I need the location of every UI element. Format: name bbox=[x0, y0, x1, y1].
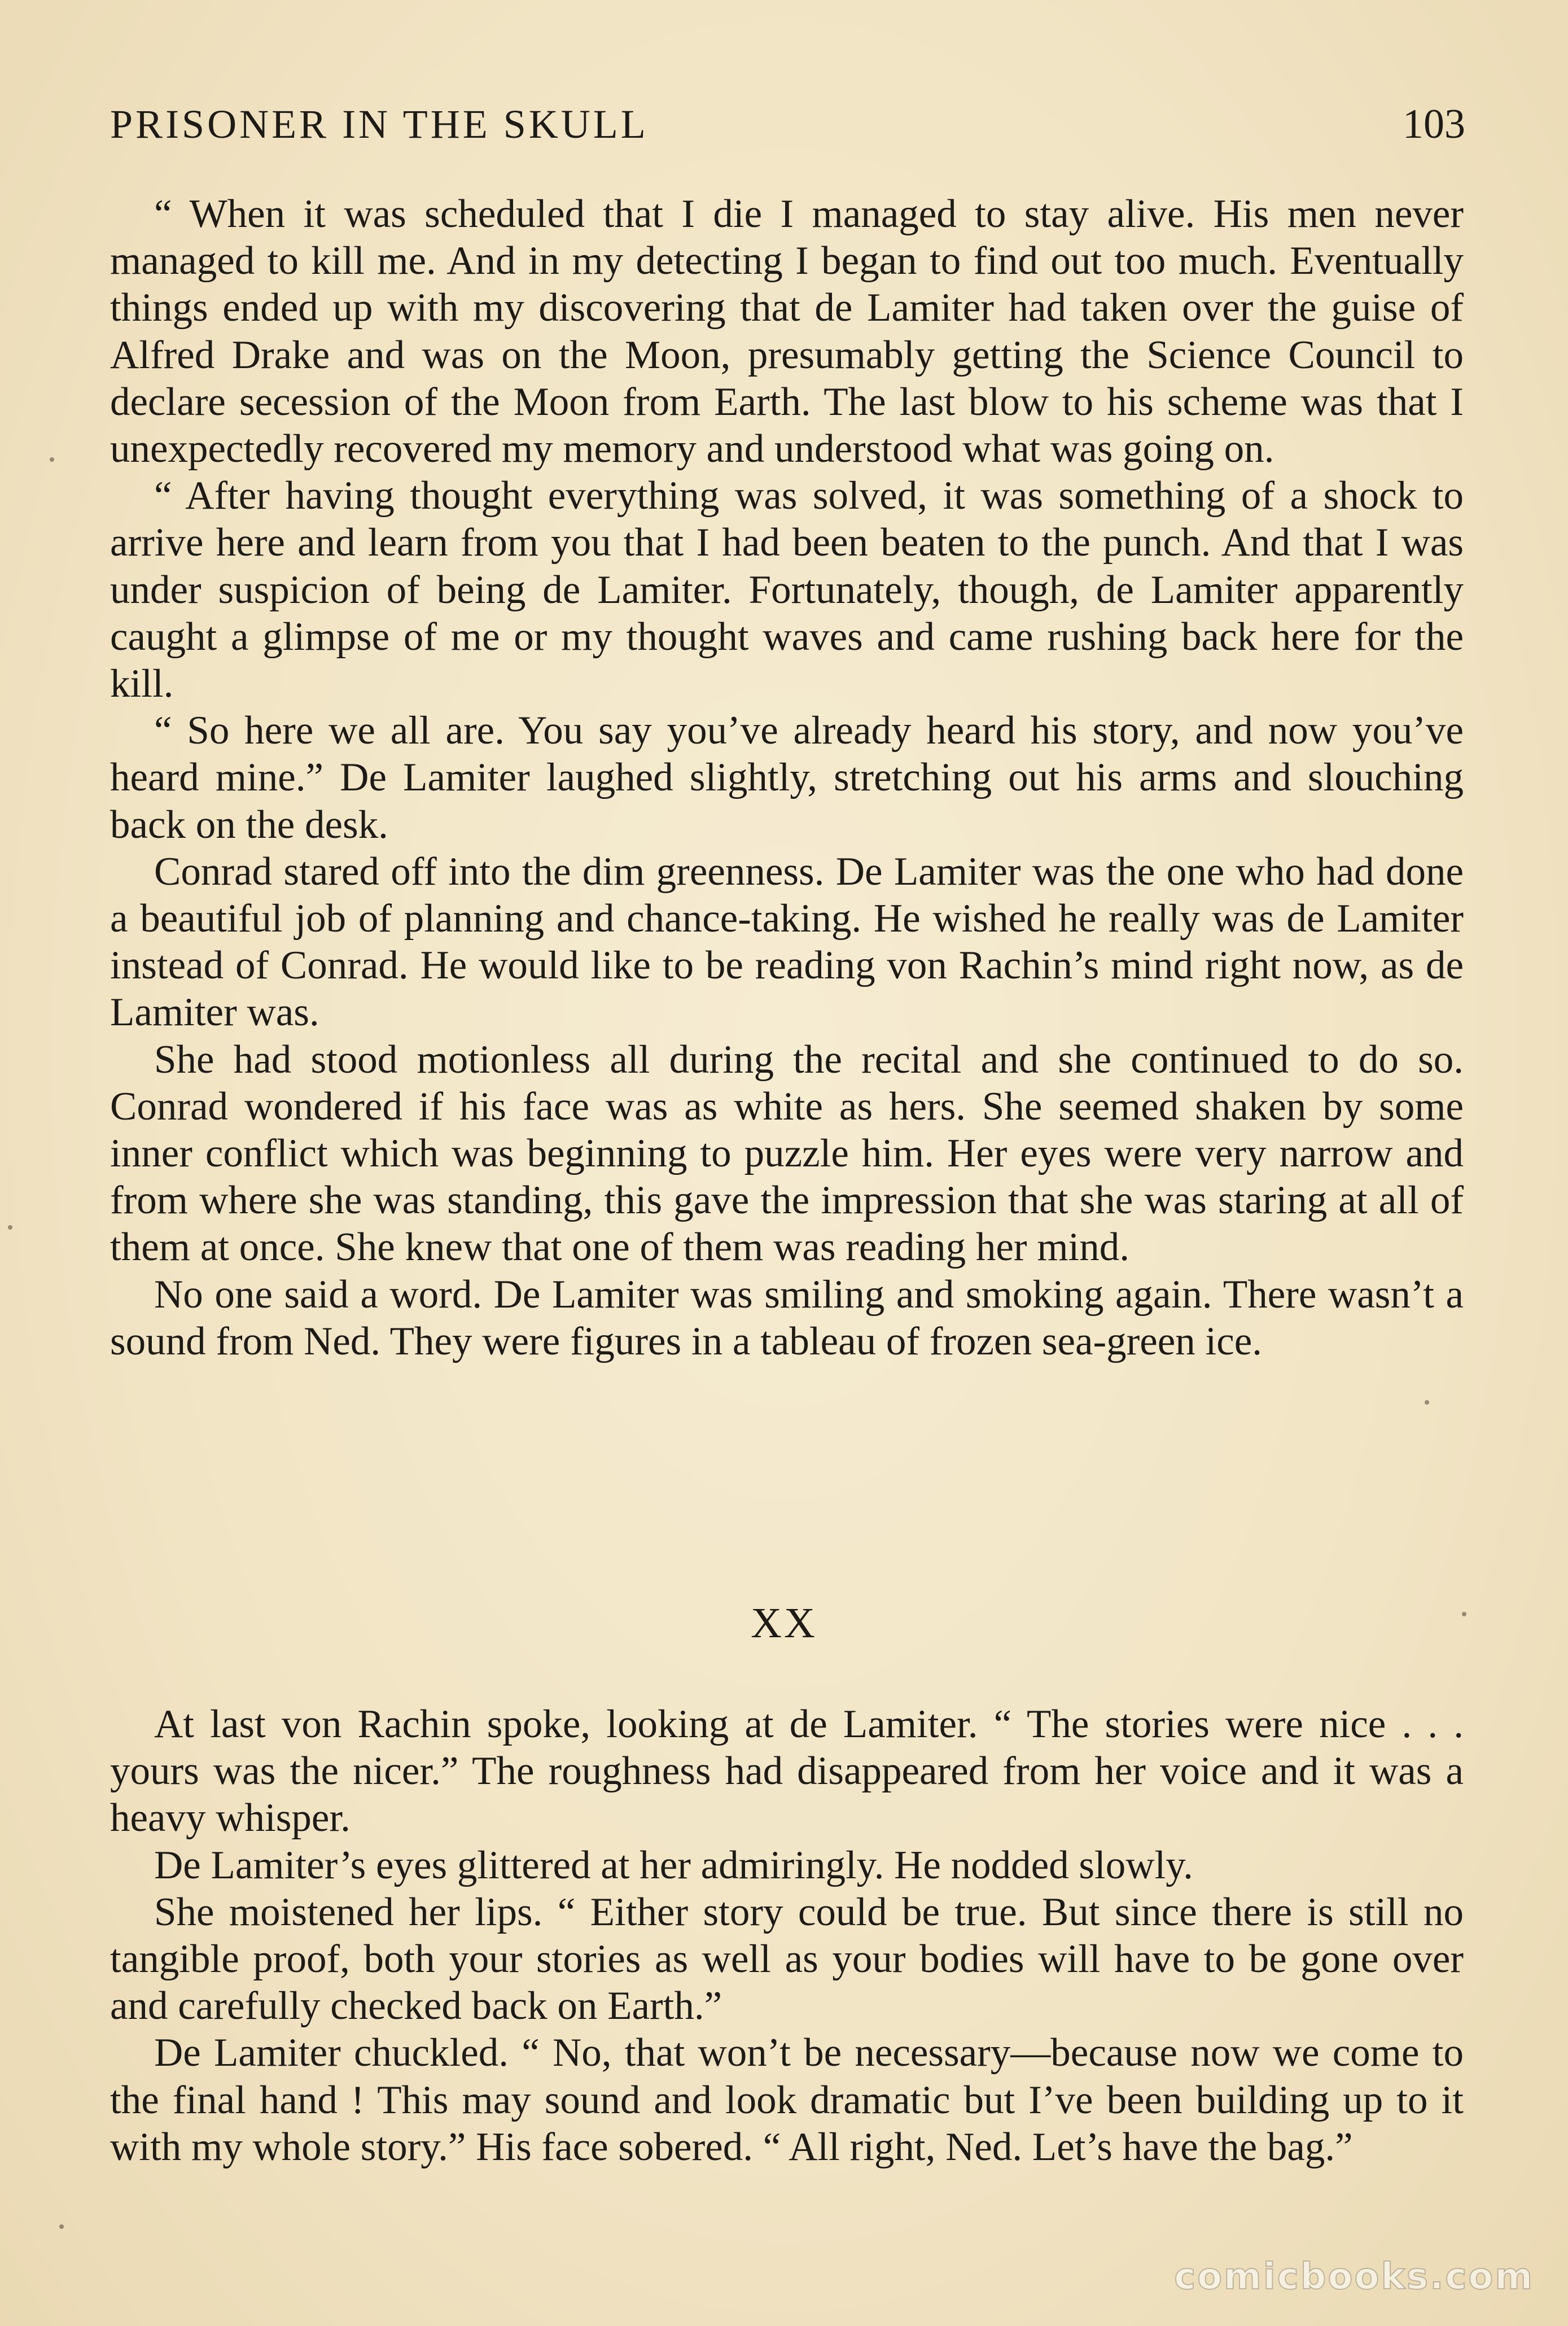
paper-speck bbox=[59, 2224, 64, 2229]
page-header bbox=[110, 100, 1465, 151]
chapter-heading: XX bbox=[751, 1599, 817, 1647]
paper-speck bbox=[1425, 1400, 1429, 1405]
paragraph: “ So here we all are. You say you’ve already heard his story, and now you’ve heard mine.” De Lamiter laughed slightly, stretching out his arms and slouching back on the desk. bbox=[110, 709, 1464, 847]
paragraph: At last von Rachin spoke, looking at de Lamiter. “ The stories were nice . . . yours was the nicer.” The roughness had disappeared from her voice and it was a heavy whisper. bbox=[110, 1702, 1464, 1840]
page-number: 103 bbox=[1403, 101, 1465, 147]
paper-speck bbox=[1462, 1612, 1466, 1616]
paragraph: “ After having thought everything was solved, it was something of a shock to arrive here and learn from you that I had been beaten to the punch. And that I was under suspicion of being de Lamiter. Fortunately, though, de Lamiter apparently caught a glimpse of me or my thought waves and came rushing back here for the kill. bbox=[110, 474, 1464, 706]
paper-speck bbox=[50, 457, 54, 462]
paragraph: No one said a word. De Lamiter was smiling and smoking again. There wasn’t a sound from Ned. They were figures in a tableau of frozen sea-green ice. bbox=[110, 1272, 1464, 1363]
text-block-after-chapter bbox=[110, 1701, 1464, 2171]
paragraph: “ When it was scheduled that I die I managed to stay alive. His men never managed to kill me. And in my detecting I began to find out too much. Eventually things ended up with my discovering that de Lamiter had taken over the guise of Alfred Drake and was on the Moon, presumably getting the Science Council to declare secession of the Moon from Earth. The last blow to his scheme was that I unexpectedly recovered my memory and understood what was going on. bbox=[110, 192, 1464, 471]
running-head: PRISONER IN THE SKULL bbox=[110, 102, 649, 147]
paragraph: Conrad stared off into the dim greenness. De Lamiter was the one who had done a beautiful job of planning and chance-taking. He wished he really was de Lamiter instead of Conrad. He would like to be reading von Rachin’s mind right now, as de Lamiter was. bbox=[110, 849, 1464, 1035]
paragraph: She had stood motionless all during the recital and she continued to do so. Conrad wondered if his face was as white as hers. She seemed shaken by some inner conflict which was beginning to puzzle him. Her eyes were very narrow and from where she was standing, this gave the impression that she was staring at all of them at once. She knew that one of them was reading her mind. bbox=[110, 1037, 1464, 1270]
paragraph: She moistened her lips. “ Either story could be true. But since there is still no tangible proof, both your stories as well as your bodies will have to be gone over and carefully checked back on Earth.” bbox=[110, 1890, 1464, 2028]
watermark-logo: comicbooks.com bbox=[1174, 2256, 1534, 2298]
paragraph: De Lamiter chuckled. “ No, that won’t be necessary—because now we come to the final hand ! This may sound and look dramatic but I’ve been building up to it with my whole story.” His face sobered. “ All right, Ned. Let’s have the bag.” bbox=[110, 2031, 1464, 2169]
text-block-before-chapter bbox=[110, 191, 1464, 1365]
paragraph: De Lamiter’s eyes glittered at her admiringly. He nodded slowly. bbox=[154, 1843, 1193, 1887]
paper-speck bbox=[8, 1225, 12, 1230]
